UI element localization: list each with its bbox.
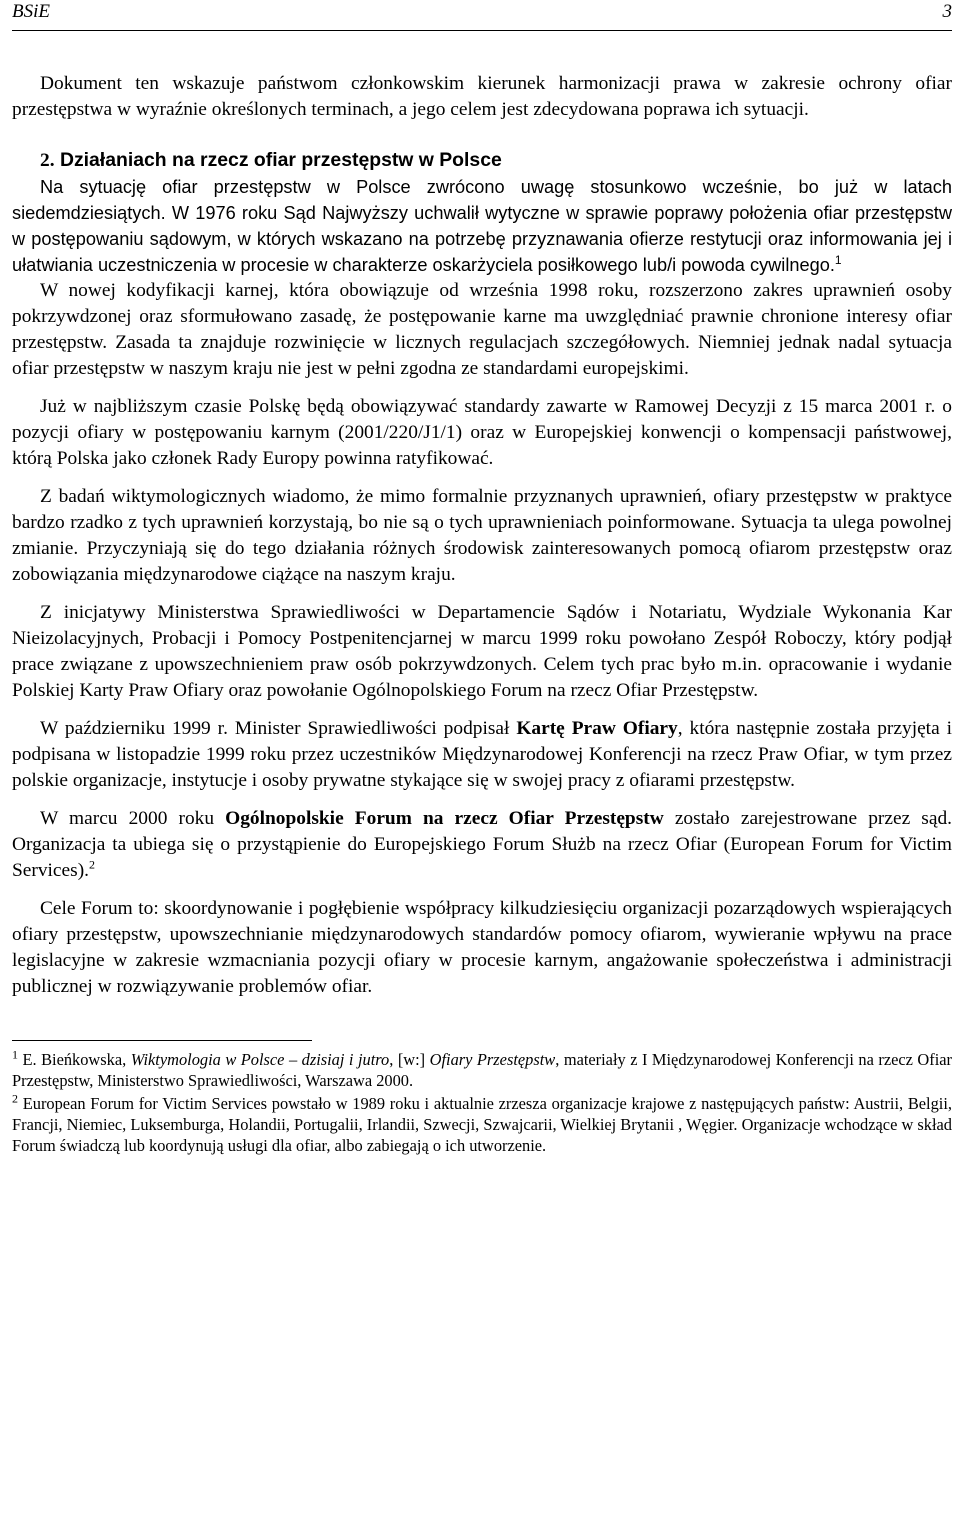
paragraph-6-bold: Kartę Praw Ofiary [516,718,678,739]
footnote-1-title: Wiktymologia w Polsce – dzisiaj i jutro [130,1050,390,1069]
footnote-1-source: Ofiary Przestępstw [429,1050,556,1069]
paragraph-6-after: , która następnie została przyjęta i podpisana w listopadzie 1999 roku przez uczestników Międzynarodowej Konferencji na rzecz Praw Ofiar, w tym przez polskie organizacje, instytucje i osoby prywatne stykające się w swojej pracy z ofiarami przestępstw. [12,718,952,791]
paragraph-1-text: Na sytuację ofiar przestępstw w Polsce zwrócono uwagę stosunkowo wcześnie, bo już w latach siedemdziesiątych. W 1976 roku Sąd Najwyższy uchwalił wytyczne w sprawie poprawy położenia ofiar przestępstw w postępowaniu sądowym, w których wskazano na potrzebę przyznawania ofierze restytucji oraz informowania jej i ułatwiania uczestniczenia w procesie w charakterze oskarżyciela posiłkowego lub/i powoda cywilnego. [12,177,952,275]
paragraph-8: Cele Forum to: skoordynowanie i pogłębienie współpracy kilkudziesięciu organizacji pozarządowych wspierających ofiary przestępstw, upowszechnianie międzynarodowych standardów pomocy ofiarom, wywieranie wpływu na prace legislacyjne w zakresie wzmacniania pozycji ofiary w procesie karnym, angażowanie społeczeństwa i administracji publicznej w rozwiązywanie problemów ofiar. [12,898,952,997]
paragraph-7-after: zostało zarejestrowane przez sąd. Organizacja ta ubiega się o przystąpienie do Europejskiego Forum Służb na rzecz Ofiar (European Forum for Victim Services). [12,808,952,881]
paragraph-2: W nowej kodyfikacji karnej, która obowiązuje od września 1998 roku, rozszerzono zakres uprawnień osoby pokrzywdzonej oraz sformułowano zasadę, że postępowanie karne ma uwzględniać prawnie chronione interesy ofiar przestępstw. Zasada ta znajduje rozwinięcie w licznych regulacjach szczegółowych. Niemniej jednak nadal sytuacja ofiar przestępstw w naszym kraju nie jest w pełni zgodna ze standardami europejskimi. [12,280,952,379]
paragraph-6-before: W październiku 1999 r. Minister Sprawiedliwości podpisał [40,718,517,739]
paragraph-5: Z inicjatywy Ministerstwa Sprawiedliwości w Departamencie Sądów i Notariatu, Wydziale Wykonania Kar Nieizolacyjnych, Probacji i Pomocy Postpenitencjarnej w marcu 1999 roku powołano Zespół Roboczy, który podjął prace związane z upowszechnieniem praw osób pokrzywdzonych. Celem tych prac było m.in. opracowanie i wydanie Polskiej Karty Praw Ofiary oraz powołanie Ogólnopolskiego Forum na rzecz Ofiar Przestępstw. [12,602,952,701]
paragraph-6 [12,716,952,794]
intro-paragraph: Dokument ten wskazuje państwom członkowskim kierunek harmonizacji prawa w zakresie ochrony ofiar przestępstwa w wyraźnie określonych terminach, a jego celem jest zdecydowana poprawa ich sytuacji. [12,73,952,120]
paragraph-7 [12,806,952,884]
footnote-1-mid: , [w:] [389,1050,430,1069]
footnote-1-number: 1 [12,1047,18,1062]
footnote-ref-1[interactable]: 1 [834,252,842,267]
paragraph-3: Już w najbliższym czasie Polskę będą obowiązywać standardy zawarte w Ramowej Decyzji z 15 marca 2001 r. o pozycji ofiary w postępowaniu karnym (2001/220/J1/1) oraz w Europejskiej konwencji o kompensacji państwowej, którą Polska jako członek Rady Europy powinna ratyfikować. [12,396,952,469]
header-title: BSiE [12,1,50,22]
footnotes [12,1049,952,1156]
paragraph-1 [12,174,952,278]
footnote-1 [12,1049,952,1091]
section-heading [12,147,952,174]
footnote-ref-2[interactable]: 2 [89,857,95,872]
footnote-2-text: European Forum for Victim Services powstało w 1989 roku i aktualnie zrzesza organizacje krajowe z następujących państw: Austrii, Belgii, Francji, Niemiec, Luksemburga, Holandii, Portugalii, Irlandii, Szwecji, Szwajcarii, Wielkiej Brytanii , Węgier. Organizacje wchodzące w skład Forum świadczą lub koordynują usługi dla ofiar, albo zabiegają o ich utworzenie. [12,1094,952,1155]
paragraph-7-before: W marcu 2000 roku [40,808,226,829]
paragraph-7-bold: Ogólnopolskie Forum na rzecz Ofiar Przestępstw [225,808,664,829]
section-number: 2. [40,150,55,171]
section-title: Działaniach na rzecz ofiar przestępstw w Polsce [59,149,502,171]
footnote-2 [12,1093,952,1156]
footnote-1-author: E. Bieńkowska, [18,1050,131,1069]
document-page [12,0,952,1156]
paragraph-4: Z badań wiktymologicznych wiadomo, że mimo formalnie przyznanych uprawnień, ofiary przestępstw w praktyce bardzo rzadko z tych uprawnień korzystają, bo nie są o tych uprawnieniach poinformowane. Sytuacja ta ulega powolnej zmianie. Przyczyniają się do tego działania różnych środowisk zainteresowanych pomocą ofiarom przestępstw oraz zobowiązania międzynarodowe ciążące na naszym kraju. [12,486,952,585]
footnote-separator [12,1040,312,1041]
page-number: 3 [942,1,952,22]
footnote-2-number: 2 [12,1091,18,1106]
footnote-1-rest: , materiały z I Międzynarodowej Konferencji na rzecz Ofiar Przestępstw, Ministerstwo Sprawiedliwości, Warszawa 2000. [12,1050,952,1090]
running-header [12,0,952,31]
